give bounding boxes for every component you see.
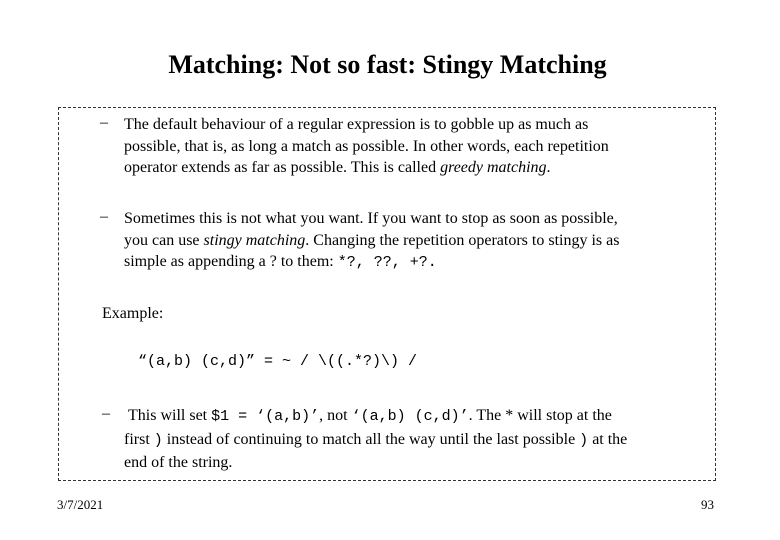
example-label: Example: — [102, 305, 164, 322]
bullet-dash: – — [100, 114, 108, 131]
bullet-line: end of the string. — [124, 454, 233, 471]
bullet-line: This will set $1 = ‘(a,b)’, not ‘(a,b) (c,d)’. The * will stop at the — [128, 407, 612, 425]
code-result: $1 = ‘(a,b)’ — [211, 408, 320, 425]
bullet-result — [124, 405, 627, 475]
bullet-line: The default behaviour of a regular expression is to gobble up as much as — [124, 116, 589, 133]
bullet-stingy — [124, 208, 619, 274]
bullet-line: first ) instead of continuing to match all the way until the last possible ) at the — [124, 430, 628, 449]
page-number: 93 — [701, 497, 714, 512]
bullet-line: operator extends as far as possible. This is called greedy matching. — [124, 159, 551, 176]
bullet-dash: – — [102, 405, 110, 422]
bullet-line: Sometimes this is not what you want. If you want to stop as soon as possible, — [124, 210, 618, 227]
code-paren: ) — [579, 431, 589, 449]
code-paren: ) — [153, 431, 163, 449]
emphasis-greedy: greedy matching — [440, 159, 547, 176]
code-alternative: ‘(a,b) (c,d)’ — [351, 408, 469, 425]
emphasis-stingy: stingy matching — [203, 231, 306, 249]
slide-date: 3/7/2021 — [57, 497, 104, 512]
bullet-line: possible, that is, as long a match as possible. In other words, each repetition — [124, 137, 609, 155]
bullet-greedy — [124, 114, 609, 179]
bullet-line: simple as appending a ? to them: *?, ??, +?. — [124, 253, 437, 271]
example-code: “(a,b) (c,d)” = ~ / \((.*?)\) / — [138, 353, 418, 370]
bullet-line: you can use stingy matching. Changing the repetition operators to stingy is as — [124, 231, 620, 249]
slide-title: Matching: Not so fast: Stingy Matching — [168, 50, 607, 79]
bullet-dash: – — [100, 208, 108, 225]
code-operators: *?, ??, +?. — [337, 254, 437, 271]
